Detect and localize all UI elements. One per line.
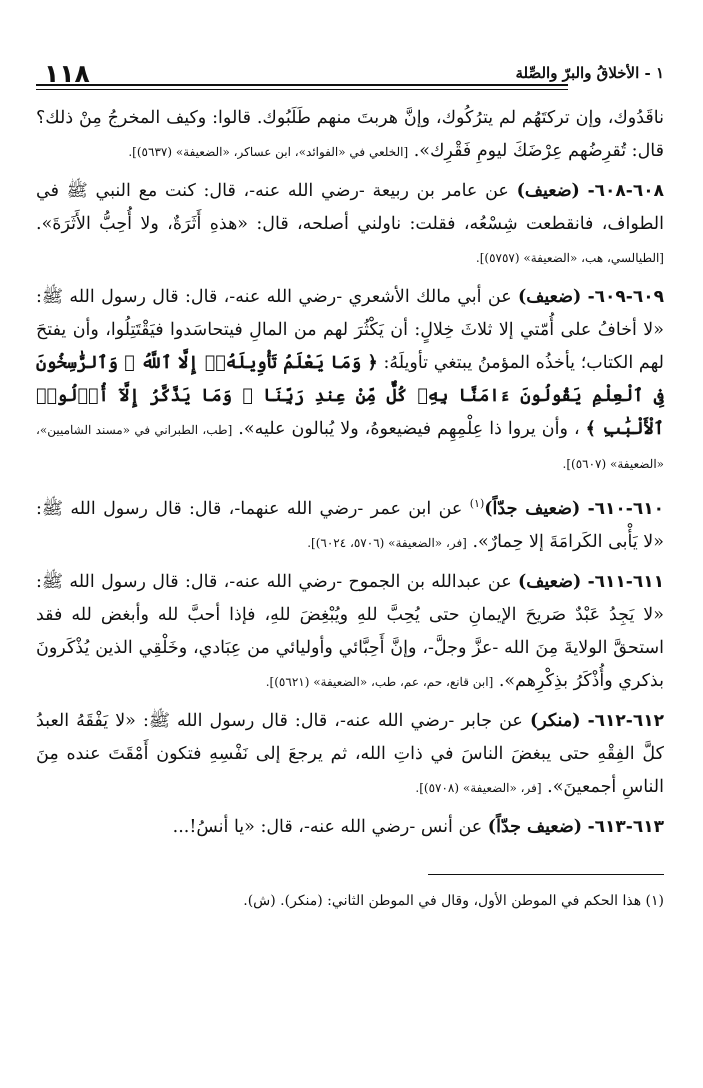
entry-text: عن أنس -رضي الله عنه-، قال: «يا أنسُ!... <box>172 816 483 837</box>
footnote-rule <box>428 874 664 875</box>
entry-text: عن أبي مالك الأشعري -رضي الله عنه-، قال: قال رسول الله ﷺ: «لا أخافُ على أُمّتي إلا ثلاثَ خِلالٍ: أن يَكْثُرَ لهم من المالِ فيتحاسَدوا فيَقْتَتِلُوا، وأن يفتحَ لهم الكتاب؛ يأخذُه المؤمنُ يبتغي تأويلَهُ: <box>36 287 664 373</box>
running-title: ١ - الأخلاقُ والبرّ والصِّلة <box>515 64 664 82</box>
entry-text-continued: ، وأن يروا ذا عِلْمِهِم فيضيعوهُ، ولا يُبالون عليه». <box>238 419 580 439</box>
hadith-entry-610 <box>36 487 664 560</box>
hadith-grade: (منكر) <box>529 710 581 731</box>
header-rule-thin <box>36 89 568 90</box>
hadith-entry-611 <box>36 566 664 699</box>
hadith-entry-612 <box>36 705 664 805</box>
hadith-number: ٦١١-٦١١- <box>587 571 664 592</box>
hadith-number: ٦١٢-٦١٢- <box>587 710 664 731</box>
page-number: ١١٨ <box>44 59 90 88</box>
entry-reference: [ابن قانع، حم، عم، طب، «الضعيفة» (٥٦٢١)]. <box>265 674 494 689</box>
hadith-grade: (ضعيف) <box>516 181 580 201</box>
header-rule <box>36 84 568 86</box>
footnote-mark: (١) <box>469 497 485 510</box>
hadith-grade: (ضعيف) <box>517 571 582 592</box>
entry-text: عن جابر -رضي الله عنه-، قال: قال رسول الله ﷺ: «لا يَفْقَهُ العبدُ كلَّ الفِقْهِ حتى يبغضَ الناسَ في ذاتِ الله، ثم يرجعَ إلى نَفْسِهِ فتكون أَمْقَتَ عنده مِنَ الناسِ أجمعينَ». <box>36 710 664 797</box>
hadith-number: ٦١٣-٦١٣- <box>587 816 664 837</box>
entry-text: عن عامر بن ربيعة -رضي الله عنه-، قال: كنت مع النبي ﷺ في الطواف، فانقطعت شِسْعُه، فقلت: ناولني أصلحه، قال: «هذهِ أَثَرَةٌ، ولا أُحِبُّ الأَثَرَةَ». <box>36 181 664 234</box>
hadith-entry-608 <box>36 175 664 275</box>
footnote: (١) هذا الحكم في الموطن الأول، وقال في الموطن الثاني: (منكر). (ش). <box>243 892 664 909</box>
hadith-grade: (ضعيف جدّاً) <box>487 816 583 837</box>
entry-text: عن ابن عمر -رضي الله عنهما-، قال: قال رسول الله ﷺ: «لا يَأْبى الكَرامَةَ إلا حِمارٌ». <box>36 498 664 552</box>
hadith-grade: (ضعيف جدّاً) <box>484 498 581 519</box>
quran-verse: ﴿ وَمَا يَعْلَمُ تَأْوِيلَهُۥٓ إِلَّا ٱللَّهُ ۗ وَٱلرَّٰسِخُونَ فِى ٱلْعِلْمِ يَقُولُونَ ءَامَنَّا بِهِۦ كُلٌّ مِّنْ عِندِ رَبِّنَا ۗ وَمَا يَذَّكَّرُ إِلَّآ أُو۟لُوا۟ ٱلْأَلْبَٰبِ ﴾ <box>36 353 664 439</box>
hadith-number: ٦٠٩-٦٠٩- <box>587 287 664 307</box>
entry-reference: [طب، الطبراني في «مسند الشاميين»، «الضعيفة» (٥٦٠٧)]. <box>36 423 664 471</box>
entry-reference: [فر، «الضعيفة» (٥٧٠٨)]. <box>415 780 542 795</box>
entry-reference: [فر، «الضعيفة» (٥٧٠٦، ٦٠٢٤)]. <box>307 535 467 550</box>
page <box>36 42 664 913</box>
page-header <box>36 42 664 88</box>
hadith-number: ٦١٠-٦١٠- <box>587 498 664 519</box>
page-body <box>36 102 664 913</box>
entry-reference: [الخلعي في «الفوائد»، ابن عساكر، «الضعيفة» (٥٦٣٧)]. <box>128 145 409 159</box>
hadith-number: ٦٠٨-٦٠٨- <box>587 181 664 201</box>
paragraph-continued <box>36 102 664 169</box>
hadith-entry-613 <box>36 811 664 844</box>
entry-text: عن عبدالله بن الجموح -رضي الله عنه-، قال: قال رسول الله ﷺ: «لا يَجِدُ عَبْدٌ صَريحَ الإيمانِ حتى يُحِبَّ للهِ ويُبْغِضَ للهِ، فإذا أحبَّ لله وأبغض لله فقد استحقَّ الولايةَ مِنَ الله -عزَّ وجلَّ-، وإنَّ أَحِبَّائي وأوليائي من عِبَادي، وخَلْقِي الذين يُذْكَرونَ بذكري وأُذْكَرُ بذِكْرِهم». <box>36 571 664 691</box>
entry-reference: [الطيالسي، هب، «الضعيفة» (٥٧٥٧)]. <box>475 251 664 265</box>
hadith-grade: (ضعيف) <box>517 287 582 307</box>
hadith-entry-609 <box>36 281 664 481</box>
entry-text: ناقَدُوك، وإن تركتَهُم لم يترُكُوك، وإنَّ هربتَ منهم طَلَبُوك. قالوا: وكيف المخرجُ مِنْ ذلك؟ قال: تُقرِضُهم عِرْضَكَ ليومِ فَقْرِك». <box>36 108 664 161</box>
